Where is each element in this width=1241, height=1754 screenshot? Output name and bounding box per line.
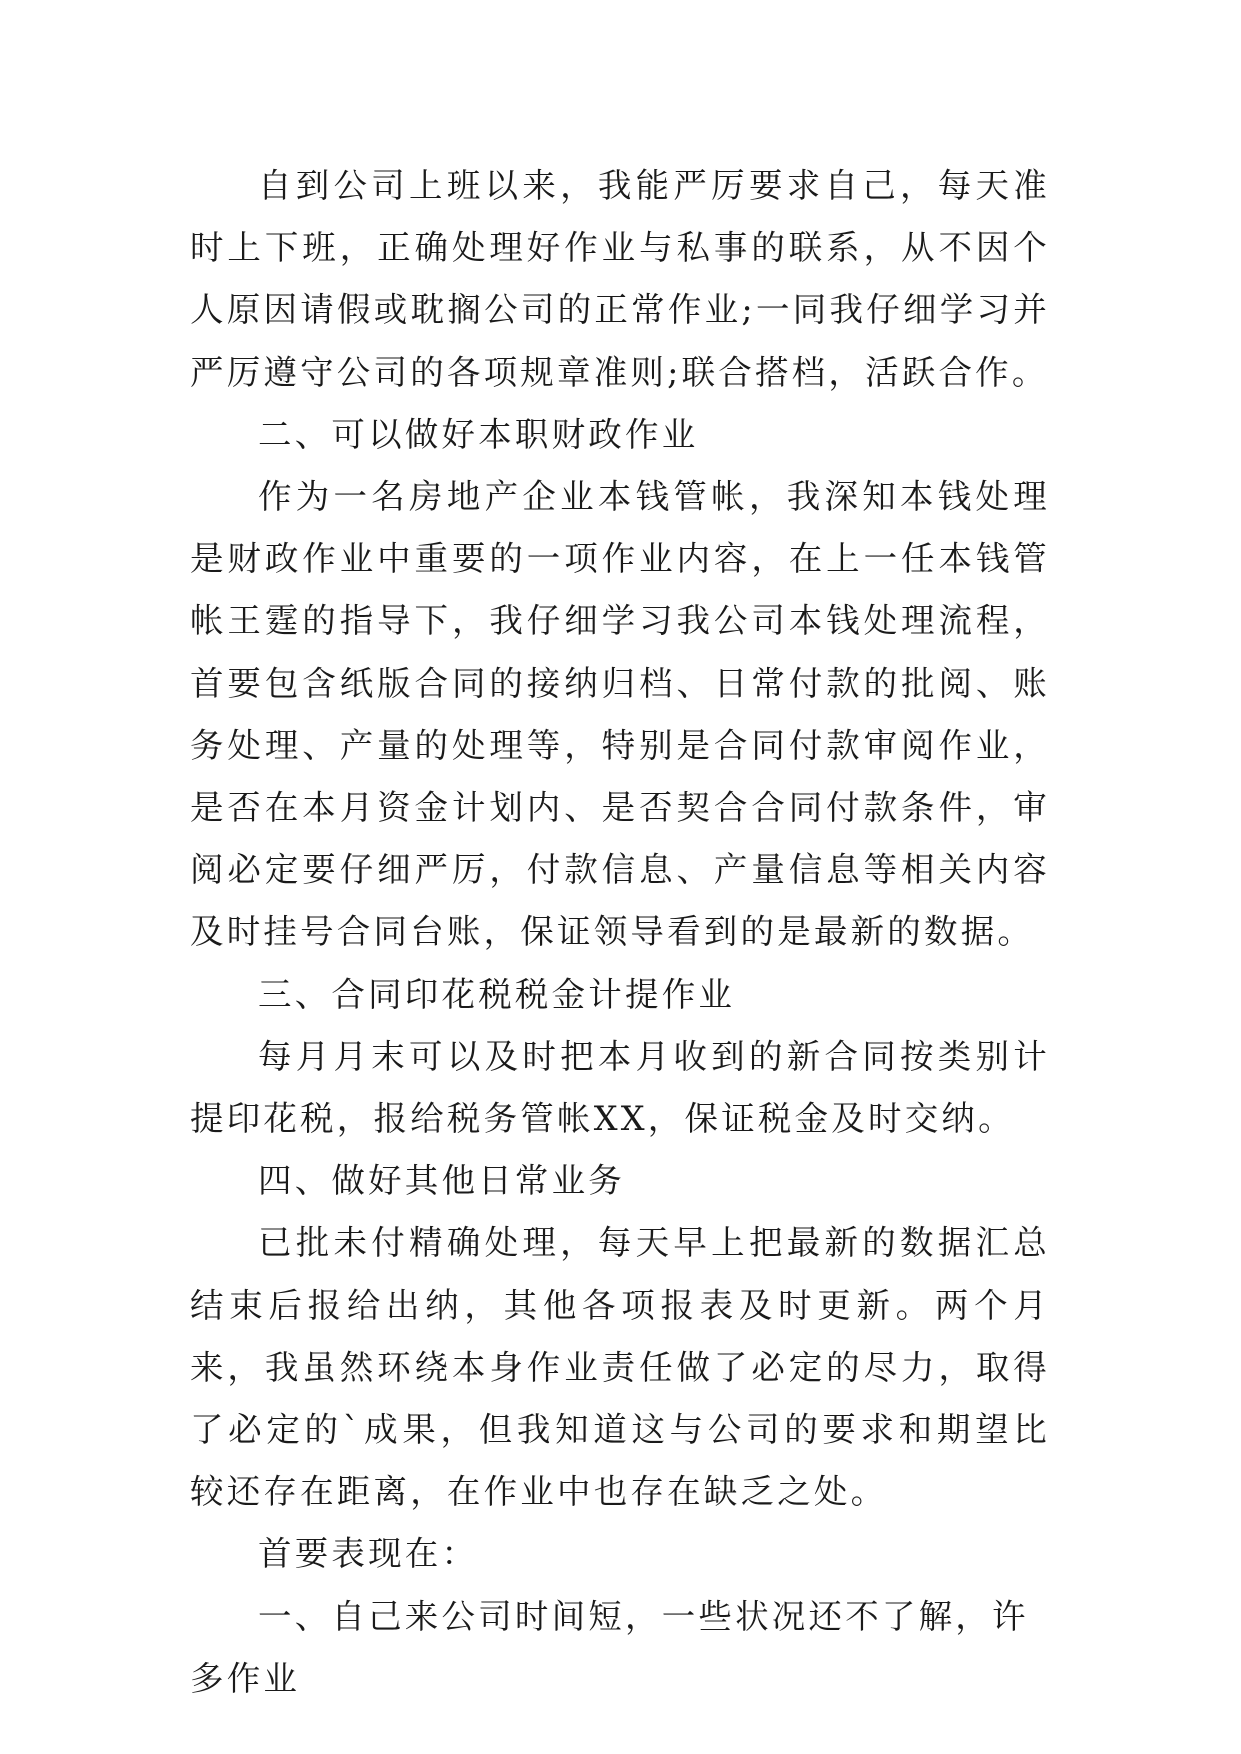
paragraph-daily-business: 已批未付精确处理，每天早上把最新的数据汇总结束后报给出纳，其他各项报表及时更新。两个月来，我虽然环绕本身作业责任做了必定的尽力，取得了必定的`成果，但我知道这与公司的要求和期望比较还存在距离，在作业中也存在缺乏之处。	[190, 1223, 1050, 1512]
section-heading-4: 四、做好其他日常业务	[258, 1161, 625, 1201]
section-heading-2: 二、可以做好本职财政作业	[258, 414, 699, 454]
shortcomings-heading: 首要表现在：	[258, 1534, 479, 1574]
shortcoming-item-1: 一、自己来公司时间短，一些状况还不了解，许多作业	[190, 1596, 1029, 1698]
paragraph-stamp-tax: 每月月末可以及时把本月收到的新合同按类别计提印花税，报给税务管帐XX，保证税金及时交纳。	[190, 1036, 1050, 1139]
paragraph-cost-accounting: 作为一名房地产企业本钱管帐，我深知本钱处理是财政作业中重要的一项作业内容，在上一任本钱管帐王霆的指导下，我仔细学习我公司本钱处理流程，首要包含纸版合同的接纳归档、日常付款的批阅、账务处理、产量的处理等，特别是合同付款审阅作业，是否在本月资金计划内、是否契合合同付款条件，审阅必定要仔细严厉，付款信息、产量信息等相关内容及时挂号合同台账，保证领导看到的是最新的数据。	[190, 477, 1050, 952]
document-body	[190, 155, 1050, 1710]
section-heading-3: 三、合同印花税税金计提作业	[258, 974, 736, 1014]
paragraph-attendance: 自到公司上班以来，我能严厉要求自己，每天准时上下班，正确处理好作业与私事的联系，从不因个人原因请假或耽搁公司的正常作业;一同我仔细学习并严厉遵守公司的各项规章准则;联合搭档，活跃合作。	[190, 166, 1050, 392]
